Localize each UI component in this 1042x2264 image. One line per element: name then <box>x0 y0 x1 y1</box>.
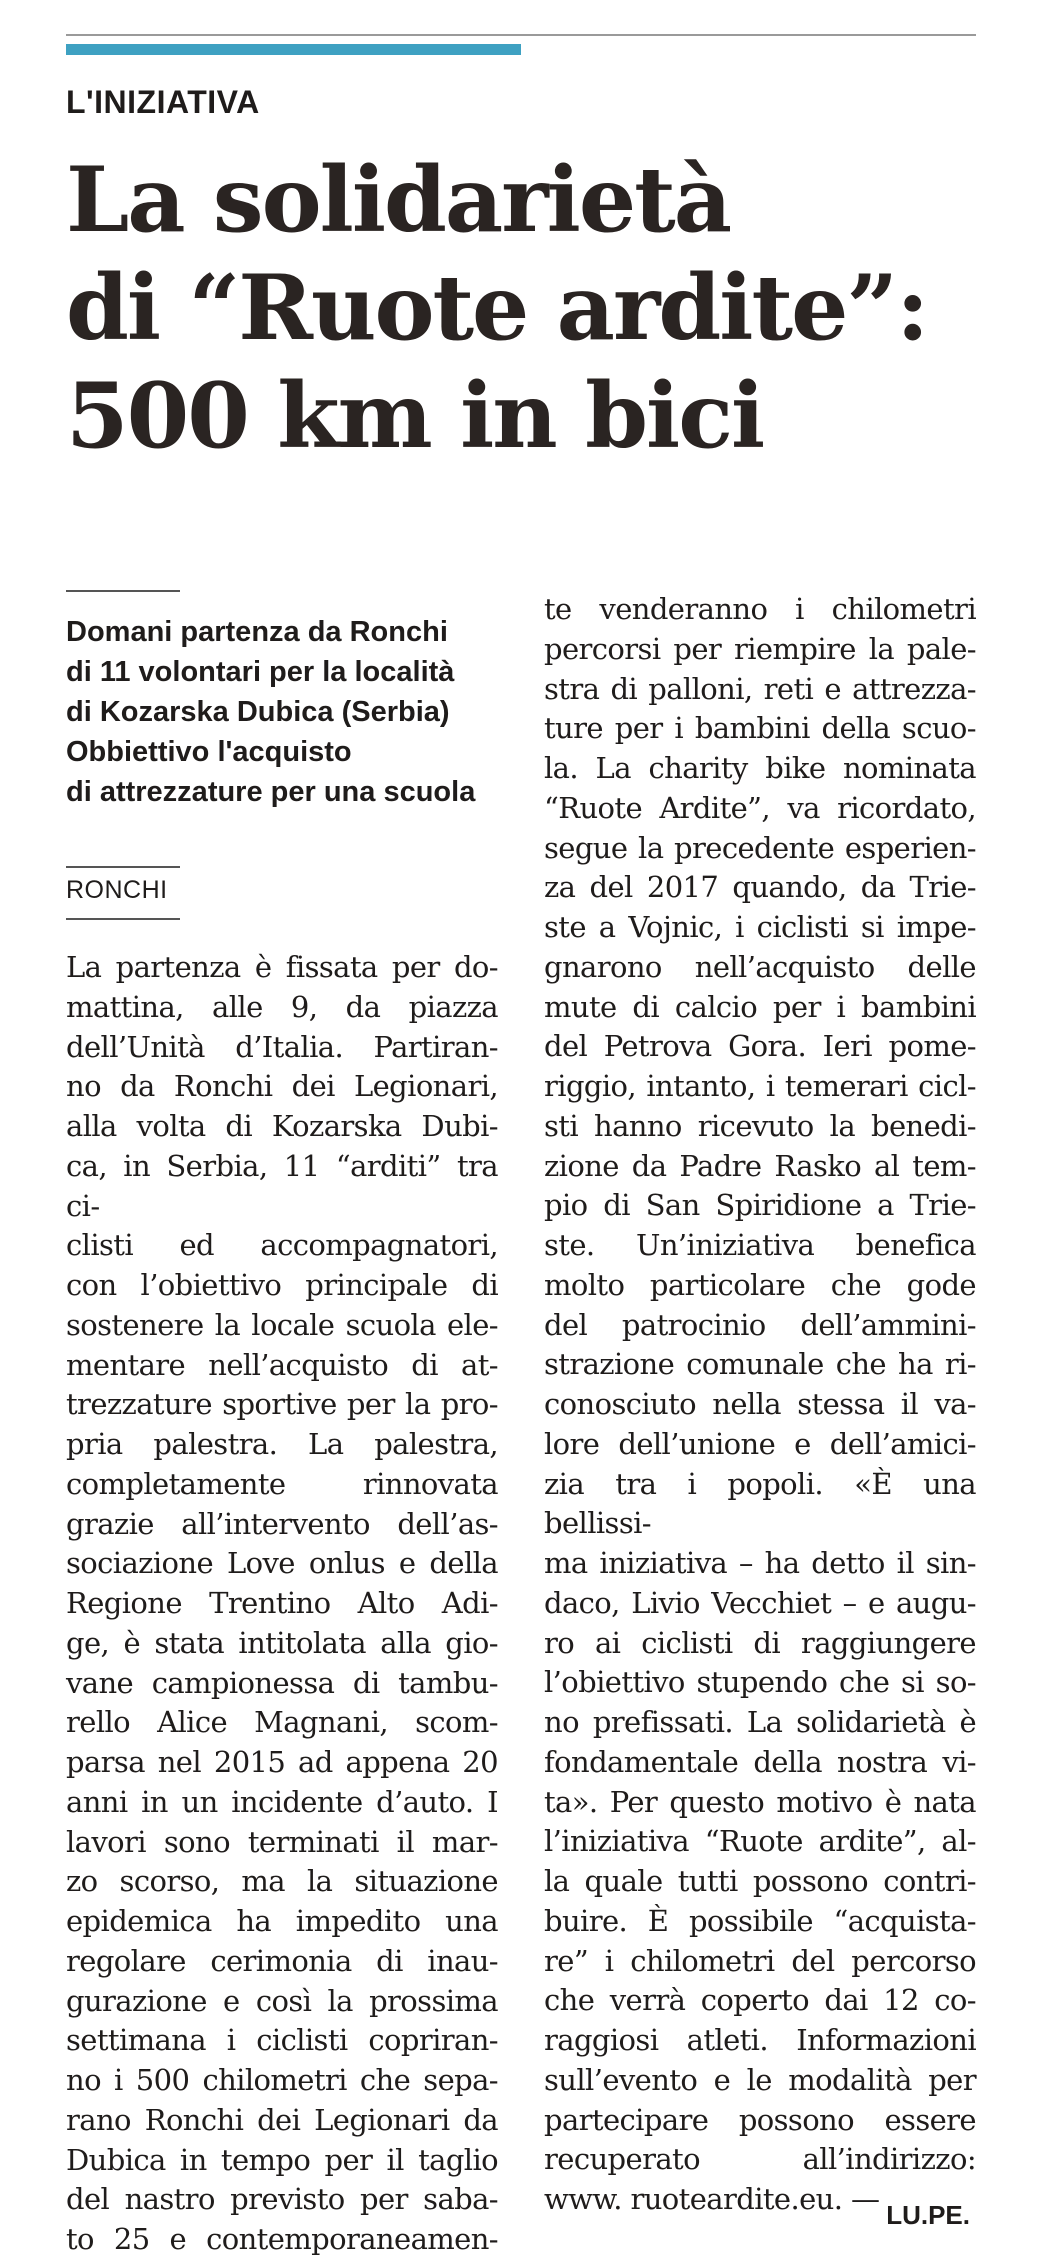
body-line: ste. Un’iniziativa benefica <box>544 1228 976 1262</box>
body-line: ge, è stata intitolata alla gio- <box>66 1625 498 1660</box>
body-line: ro ai ciclisti di raggiungere <box>544 1625 976 1660</box>
body-line: ta». Per questo motivo è nata <box>544 1784 976 1819</box>
body-line: Dubica in tempo per il taglio <box>66 2142 498 2177</box>
body-line: pria palestra. La palestra, <box>66 1427 498 1461</box>
body-line: stra di palloni, reti e attrezza- <box>544 671 976 706</box>
body-line: gnarono nell’acquisto delle <box>544 949 976 984</box>
body-line: gurazione e così la prossima <box>66 1983 498 2018</box>
body-line: te venderanno i chilometri <box>544 592 976 626</box>
body-line: del patrocinio dell’ammini- <box>544 1307 976 1342</box>
body-line: www. ruoteardite.eu. — <box>544 2182 880 2216</box>
body-line: La partenza è fissata per do- <box>66 950 498 984</box>
headline <box>66 146 986 470</box>
body-line: pio di San Spiridione a Trie- <box>544 1188 976 1223</box>
body-line: raggiosi atleti. Informazioni <box>544 2023 976 2057</box>
author-signature: LU.PE. <box>886 2200 970 2230</box>
body-line: zione da Padre Rasko al tem- <box>544 1148 976 1183</box>
body-line: mute di calcio per i bambini <box>544 989 976 1024</box>
body-line: regolare cerimonia di inau- <box>66 1943 498 1978</box>
body-line: ture per i bambini della scuo- <box>544 711 976 746</box>
body-line: re” i chilometri del percorso <box>544 1943 976 1978</box>
body-line: molto particolare che gode <box>544 1267 976 1302</box>
accent-bar <box>66 44 521 55</box>
body-line: lore dell’unione e dell’amici- <box>544 1426 976 1461</box>
body-line: trezzature sportive per la pro- <box>66 1387 498 1422</box>
deck-line: Obbiettivo l'acquisto <box>66 736 352 768</box>
body-line: rello Alice Magnani, scom- <box>66 1705 498 1740</box>
body-line: che verrà coperto dai 12 co- <box>544 1983 976 2018</box>
body-line: no prefissati. La solidarietà è <box>544 1705 976 1739</box>
body-line: epidemica ha impedito una <box>66 1904 498 1938</box>
body-line: lavori sono terminati il mar- <box>66 1824 498 1859</box>
body-line: sull’evento e le modalità per <box>544 2062 976 2097</box>
body-line: percorsi per riempire la pale- <box>544 631 976 666</box>
body-line: del Petrova Gora. Ieri pome- <box>544 1029 976 1064</box>
body-line: buire. È possibile “acquista- <box>544 1903 976 1938</box>
body-line: no i 500 chilometri che sepa- <box>66 2063 498 2097</box>
body-line: anni in un incidente d’auto. I <box>66 1784 498 1819</box>
body-line: daco, Livio Vecchiet – e augu- <box>544 1585 976 1620</box>
body-line: l’obiettivo stupendo che si so- <box>544 1665 976 1700</box>
body-line: vane campionessa di tambu- <box>66 1665 498 1700</box>
body-line: dell’Unità d’Italia. Partiran- <box>66 1029 498 1064</box>
byline: RONCHI <box>66 876 168 904</box>
section-kicker: L'INIZIATIVA <box>66 84 260 120</box>
top-rule <box>66 34 976 36</box>
body-line: sostenere la locale scuola ele- <box>66 1307 498 1342</box>
body-line: strazione comunale che ha ri- <box>544 1347 976 1382</box>
headline-line: di “Ruote ardite”: <box>66 255 928 361</box>
deck-rule <box>66 590 180 592</box>
body-column-left <box>66 948 498 2260</box>
body-line: l’iniziativa “Ruote ardite”, al- <box>544 1824 976 1859</box>
byline-rule-bottom <box>66 918 180 920</box>
body-line: grazie all’intervento dell’as- <box>66 1506 498 1541</box>
body-line: za del 2017 quando, da Trie- <box>544 870 976 905</box>
body-line: sti hanno ricevuto la benedi- <box>544 1108 976 1143</box>
headline-line: La solidarietà <box>66 147 731 253</box>
body-line: ste a Vojnic, i ciclisti si impe- <box>544 910 976 944</box>
body-line: to 25 e contemporaneamen- <box>66 2222 498 2256</box>
body-line: la. La charity bike nominata <box>544 751 976 785</box>
body-line: segue la precedente esperien- <box>544 830 976 865</box>
headline-line: 500 km in bici <box>66 363 764 469</box>
body-line: parsa nel 2015 ad appena 20 <box>66 1745 498 1779</box>
body-line: sociazione Love onlus e della <box>66 1546 498 1581</box>
body-line: fondamentale della nostra vi- <box>544 1744 976 1779</box>
body-line: la quale tutti possono contri- <box>544 1864 976 1898</box>
body-line: “Ruote Ardite”, va ricordato, <box>544 790 976 825</box>
body-line: completamente rinnovata <box>66 1466 498 1501</box>
body-line: rano Ronchi dei Legionari da <box>66 2102 498 2137</box>
body-line: no da Ronchi dei Legionari, <box>66 1069 498 1104</box>
body-line: conosciuto nella stessa il va- <box>544 1387 976 1421</box>
deck <box>66 612 511 812</box>
body-line: mentare nell’acquisto di at- <box>66 1347 498 1382</box>
deck-line: di Kozarska Dubica (Serbia) <box>66 696 450 728</box>
body-line: partecipare possono essere <box>544 2102 976 2137</box>
deck-line: Domani partenza da Ronchi <box>66 616 448 648</box>
body-line: Regione Trentino Alto Adi- <box>66 1586 498 1620</box>
body-line: zo scorso, ma la situazione <box>66 1864 498 1899</box>
body-line: recuperato all’indirizzo: <box>544 2142 976 2177</box>
body-line: ma iniziativa – ha detto il sin- <box>544 1546 976 1580</box>
body-line: mattina, alle 9, da piazza <box>66 989 498 1024</box>
body-line: clisti ed accompagnatori, <box>66 1228 498 1263</box>
body-line: del nastro previsto per saba- <box>66 2182 498 2217</box>
body-line: ca, in Serbia, 11 “arditi” tra ci- <box>66 1148 498 1223</box>
deck-line: di 11 volontari per la località <box>66 656 455 688</box>
body-line: riggio, intanto, i temerari cicl- <box>544 1069 976 1103</box>
body-line: alla volta di Kozarska Dubi- <box>66 1109 498 1143</box>
body-column-right <box>544 590 976 2220</box>
byline-rule-top <box>66 866 180 868</box>
body-line: settimana i ciclisti copriran- <box>66 2023 498 2058</box>
body-line: zia tra i popoli. «È una bellissi- <box>544 1466 976 1541</box>
deck-line: di attrezzature per una scuola <box>66 776 476 808</box>
body-line: con l’obiettivo principale di <box>66 1268 498 1302</box>
